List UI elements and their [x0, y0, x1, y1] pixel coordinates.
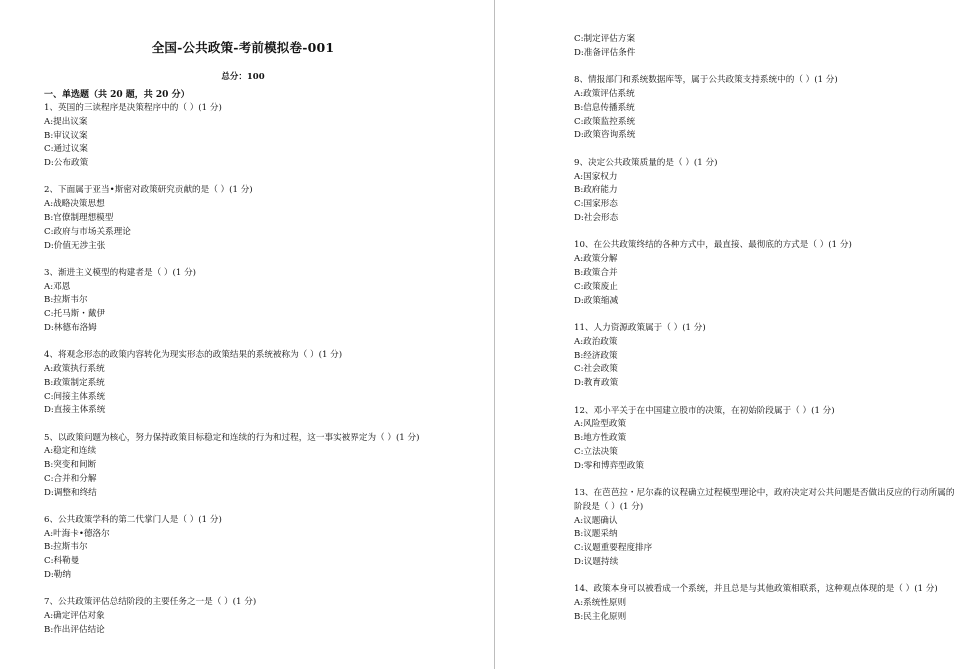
- answer-option: B:地方性政策: [574, 433, 627, 444]
- answer-option: C:托马斯・戴伊: [44, 309, 106, 320]
- answer-option: D:林德布洛姆: [44, 322, 97, 333]
- continued-options: [574, 33, 957, 61]
- question-item: [44, 267, 482, 336]
- answer-option: A:国家权力: [574, 171, 618, 182]
- question-item: [44, 102, 482, 171]
- answer-option: A:确定评估对象: [44, 611, 105, 622]
- answer-option: D:零和博弈型政策: [574, 460, 644, 471]
- question-stem: 1、英国的三读程序是决策程序中的（ ）(1 分): [44, 103, 222, 113]
- answer-option: A:战略决策思想: [44, 199, 105, 210]
- page-divider: [494, 0, 495, 669]
- question-item: [44, 514, 482, 583]
- question-stem: 4、将观念形态的政策内容转化为现实形态的政策结果的系统被称为（ ）(1 分): [44, 350, 343, 361]
- answer-option: D:社会形态: [574, 212, 619, 223]
- question-stem: 5、以政策问题为核心，努力保持政策目标稳定和连续的行为和过程，这一事实被界定为（ ）(1 分): [44, 432, 420, 443]
- answer-option: B:审议议案: [44, 130, 88, 141]
- answer-option: B:作出评估结论: [44, 624, 105, 635]
- question-item: [574, 322, 957, 391]
- question-stem: 9、决定公共政策质量的是（ ）(1 分): [574, 157, 718, 168]
- question-stem: 13、在芭芭拉・尼尔森的议程确立过程模型理论中，政府决定对公共问题是否做出反应的行动所属的阶段是（ ）(1 分): [574, 488, 955, 512]
- answer-option: D:政策缩减: [574, 295, 619, 306]
- answer-option: C:科勒曼: [44, 556, 80, 567]
- answer-option: C:议题重要程度排序: [574, 543, 653, 554]
- question-item: [574, 239, 957, 308]
- answer-option: D:议题持续: [574, 557, 619, 568]
- question-stem: 7、公共政策评估总结阶段的主要任务之一是（ ）(1 分): [44, 597, 257, 608]
- question-item: [574, 74, 957, 143]
- answer-option: C:政府与市场关系理论: [44, 226, 131, 237]
- answer-option: B:信息传播系统: [574, 102, 635, 113]
- answer-option: C:间接主体系统: [44, 391, 106, 402]
- answer-option: D:政策咨询系统: [574, 130, 636, 141]
- answer-option: A:系统性原则: [574, 598, 627, 609]
- question-stem: 11、人力资源政策属于（ ）(1 分): [574, 322, 706, 333]
- answer-option: C:制定评估方案: [574, 34, 636, 44]
- total-score: 总分：100: [221, 72, 265, 82]
- section-heading: 一、单选题（共 20 题，共 20 分）: [44, 90, 190, 100]
- answer-option: B:拉斯韦尔: [44, 295, 88, 306]
- right-question-list: [574, 74, 957, 625]
- answer-option: D:价值无涉主张: [44, 240, 106, 251]
- answer-option: C:通过议案: [44, 144, 88, 155]
- answer-option: B:官僚制理想模型: [44, 212, 114, 223]
- question-item: [574, 583, 957, 624]
- question-stem: 2、下面属于亚当•斯密对政策研究贡献的是（ ）(1 分): [44, 185, 253, 196]
- answer-option: A:政治政策: [574, 336, 618, 347]
- question-stem: 3、渐进主义模型的构建者是（ ）(1 分): [44, 267, 197, 278]
- answer-option: C:政策废止: [574, 281, 618, 292]
- answer-option: A:提出议案: [44, 116, 88, 127]
- answer-option: A:议题确认: [574, 515, 618, 526]
- answer-option: A:邓恩: [44, 281, 71, 292]
- question-item: [574, 157, 957, 226]
- question-stem: 8、情报部门和系统数据库等，属于公共政策支持系统中的（ ）(1 分): [574, 75, 838, 86]
- question-item: [44, 349, 482, 418]
- answer-option: C:社会政策: [574, 364, 618, 375]
- answer-option: A:政策评估系统: [574, 88, 635, 99]
- answer-option: A:稳定和连续: [44, 446, 97, 457]
- answer-option: B:拉斯韦尔: [44, 542, 88, 553]
- answer-option: D:教育政策: [574, 378, 619, 389]
- right-page: [496, 0, 969, 669]
- exam-title: 全国-公共政策-考前模拟卷-001: [151, 40, 335, 55]
- answer-option: A:叶海卡•德洛尔: [44, 528, 110, 539]
- answer-option: D:调整和终结: [44, 487, 97, 498]
- answer-option: C:国家形态: [574, 199, 618, 210]
- answer-option: B:政策制定系统: [44, 377, 105, 388]
- answer-option: B:经济政策: [574, 350, 618, 361]
- answer-option: B:突变和间断: [44, 460, 97, 471]
- answer-option: C:立法决策: [574, 446, 618, 457]
- question-item: [574, 405, 957, 474]
- answer-option: D:直接主体系统: [44, 405, 106, 416]
- answer-option: A:政策分解: [574, 254, 618, 265]
- answer-option: B:民主化原则: [574, 612, 627, 623]
- answer-option: A:政策执行系统: [44, 363, 105, 374]
- question-stem: 14、政策本身可以被看成一个系统，并且总是与其他政策相联系，这种观点体现的是（ ）(1 分): [574, 584, 938, 595]
- answer-option: D:公布政策: [44, 158, 89, 169]
- question-item: [574, 487, 957, 570]
- question-item: [44, 596, 482, 637]
- question-stem: 12、邓小平关于在中国建立股市的决策，在初始阶段属于（ ）(1 分): [574, 405, 835, 416]
- question-stem: 10、在公共政策终结的各种方式中，最直接、最彻底的方式是（ ）(1 分): [574, 240, 852, 251]
- answer-option: A:风险型政策: [574, 419, 627, 430]
- left-question-list: [44, 102, 482, 638]
- answer-option: D:勒纳: [44, 570, 71, 581]
- answer-option: C:政策监控系统: [574, 116, 636, 127]
- answer-option: C:合并和分解: [44, 473, 97, 484]
- question-item: [44, 184, 482, 253]
- question-item: [44, 432, 482, 501]
- answer-option: B:政府能力: [574, 185, 618, 196]
- answer-option: B:议题采纳: [574, 529, 618, 540]
- answer-option: B:政策合并: [574, 267, 618, 278]
- answer-option: D:准备评估条件: [574, 47, 636, 58]
- question-stem: 6、公共政策学科的第二代掌门人是（ ）(1 分): [44, 514, 222, 525]
